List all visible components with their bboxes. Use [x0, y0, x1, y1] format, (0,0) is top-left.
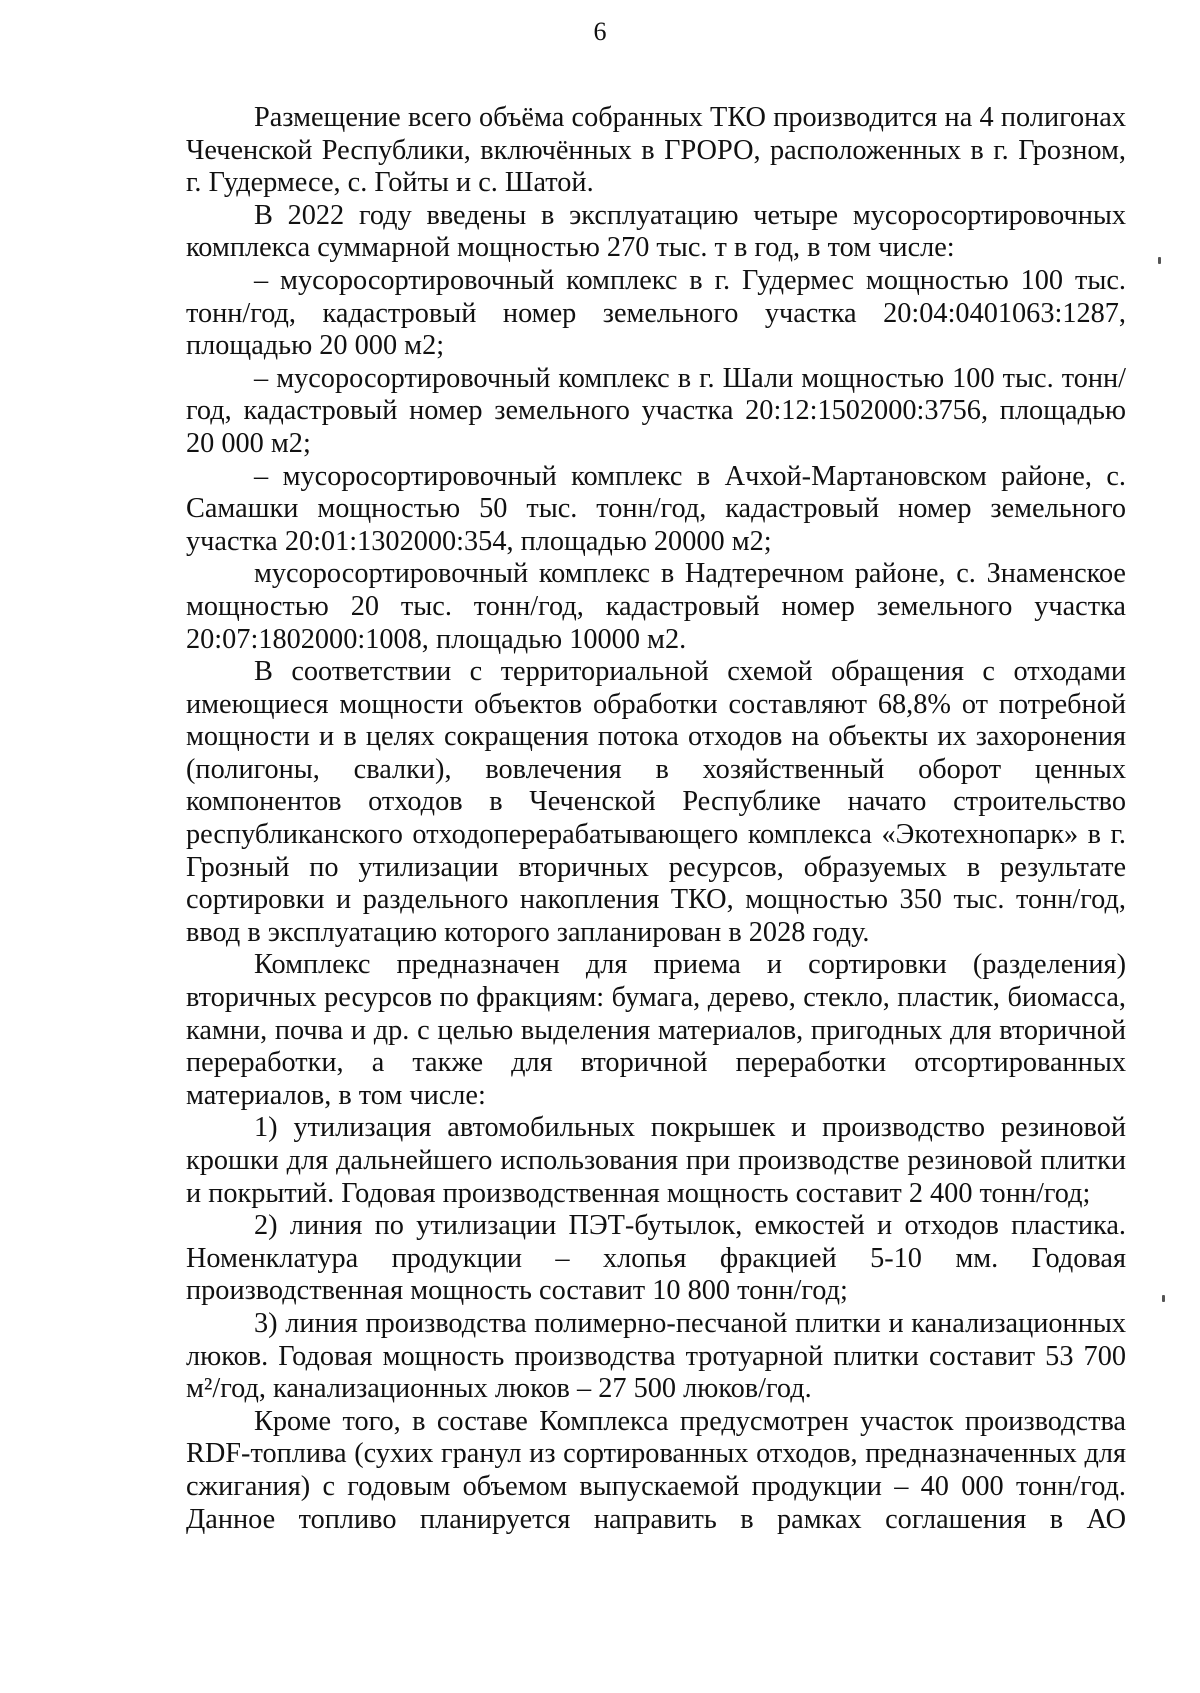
paragraph-rdf-fuel: Кроме того, в составе Комплекса предусмотрен участок производства RDF-топлива (сухих гранул из сортированных отходов, предназначенных для сжигания) с годовым объемом выпускаемой продукции – 40 000 тонн/год. Данное топливо планируется направить в рамках соглашения в АО [186, 1405, 1126, 1535]
paragraph-ecotechnopark: В соответствии с территориальной схемой обращения с отходами имеющиеся мощности объектов обработки составляют 68,8% от потребной мощности и в целях сокращения потока отходов на объекты их захоронения (полигоны, свалки), вовлечения в хозяйственный оборот ценных компонентов отходов в Чеченской Республике начато строительство республиканского отходоперерабатывающего комплекса «Экотехнопарк» в г. Грозный по утилизации вторичных ресурсов, образуемых в результате сортировки и раздельного накопления ТКО, мощностью 350 тыс. тонн/год, ввод в эксплуатацию которого запланирован в 2028 году. [186, 656, 1126, 948]
paragraph-complex-purpose: Комплекс предназначен для приема и сортировки (разделения) вторичных ресурсов по фракциям: бумага, дерево, стекло, пластик, биомасса, камни, почва и др. с целью выделения материалов, пригодных для вторичной переработки, а также для вторичной переработки отсортированных материалов, в том числе: [186, 949, 1126, 1111]
list-item-pet: 2) линия по утилизации ПЭТ-бутылок, емкостей и отходов пластика. Номенклатура продукции – хлопья фракцией 5-10 мм. Годовая производственная мощность составит 10 800 тонн/год; [186, 1210, 1126, 1307]
list-item-tiles: 3) линия производства полимерно-песчаной плитки и канализационных люков. Годовая мощность производства тротуарной плитки составит 53 700 м²/год, канализационных люков – 27 500 люков/год. [186, 1307, 1126, 1405]
list-item-tires: 1) утилизация автомобильных покрышек и производство резиновой крошки для дальнейшего использования при производстве резиновой плитки и покрытий. Годовая производственная мощность составит 2 400 тонн/год; [186, 1112, 1126, 1209]
paragraph-sorting-complexes-intro: В 2022 году введены в эксплуатацию четыре мусоросортировочных комплекса суммарной мощностью 270 тыс. т в год, в том числе: [186, 199, 1126, 264]
list-item-gudermes: – мусоросортировочный комплекс в г. Гудермес мощностью 100 тыс. тонн/год, кадастровый номер земельного участка 20:04:0401063:1287, площадью 20 000 м2; [186, 264, 1126, 362]
document-body [186, 102, 1126, 1536]
page-number: 6 [593, 17, 607, 46]
list-item-znamenskoe: мусоросортировочный комплекс в Надтеречном районе, с. Знаменское мощностью 20 тыс. тонн/год, кадастровый номер земельного участка 20:07:1802000:1008, площадью 10000 м2. [186, 558, 1126, 655]
list-item-shali: – мусоросортировочный комплекс в г. Шали мощностью 100 тыс. тонн/год, кадастровый номер земельного участка 20:12:1502000:3756, площадью 20 000 м2; [186, 362, 1126, 459]
scan-speck [1162, 1295, 1165, 1302]
paragraph-landfills: Размещение всего объёма собранных ТКО производится на 4 полигонах Чеченской Республики, включённых в ГРОРО, расположенных в г. Грозном, г. Гудермесе, с. Гойты и с. Шатой. [186, 102, 1126, 199]
list-item-samashki: – мусоросортировочный комплекс в Ачхой-Мартановском районе, с. Самашки мощностью 50 тыс. тонн/год, кадастровый номер земельного участка 20:01:1302000:354, площадью 20000 м2; [186, 460, 1126, 557]
scan-speck [1158, 257, 1161, 264]
